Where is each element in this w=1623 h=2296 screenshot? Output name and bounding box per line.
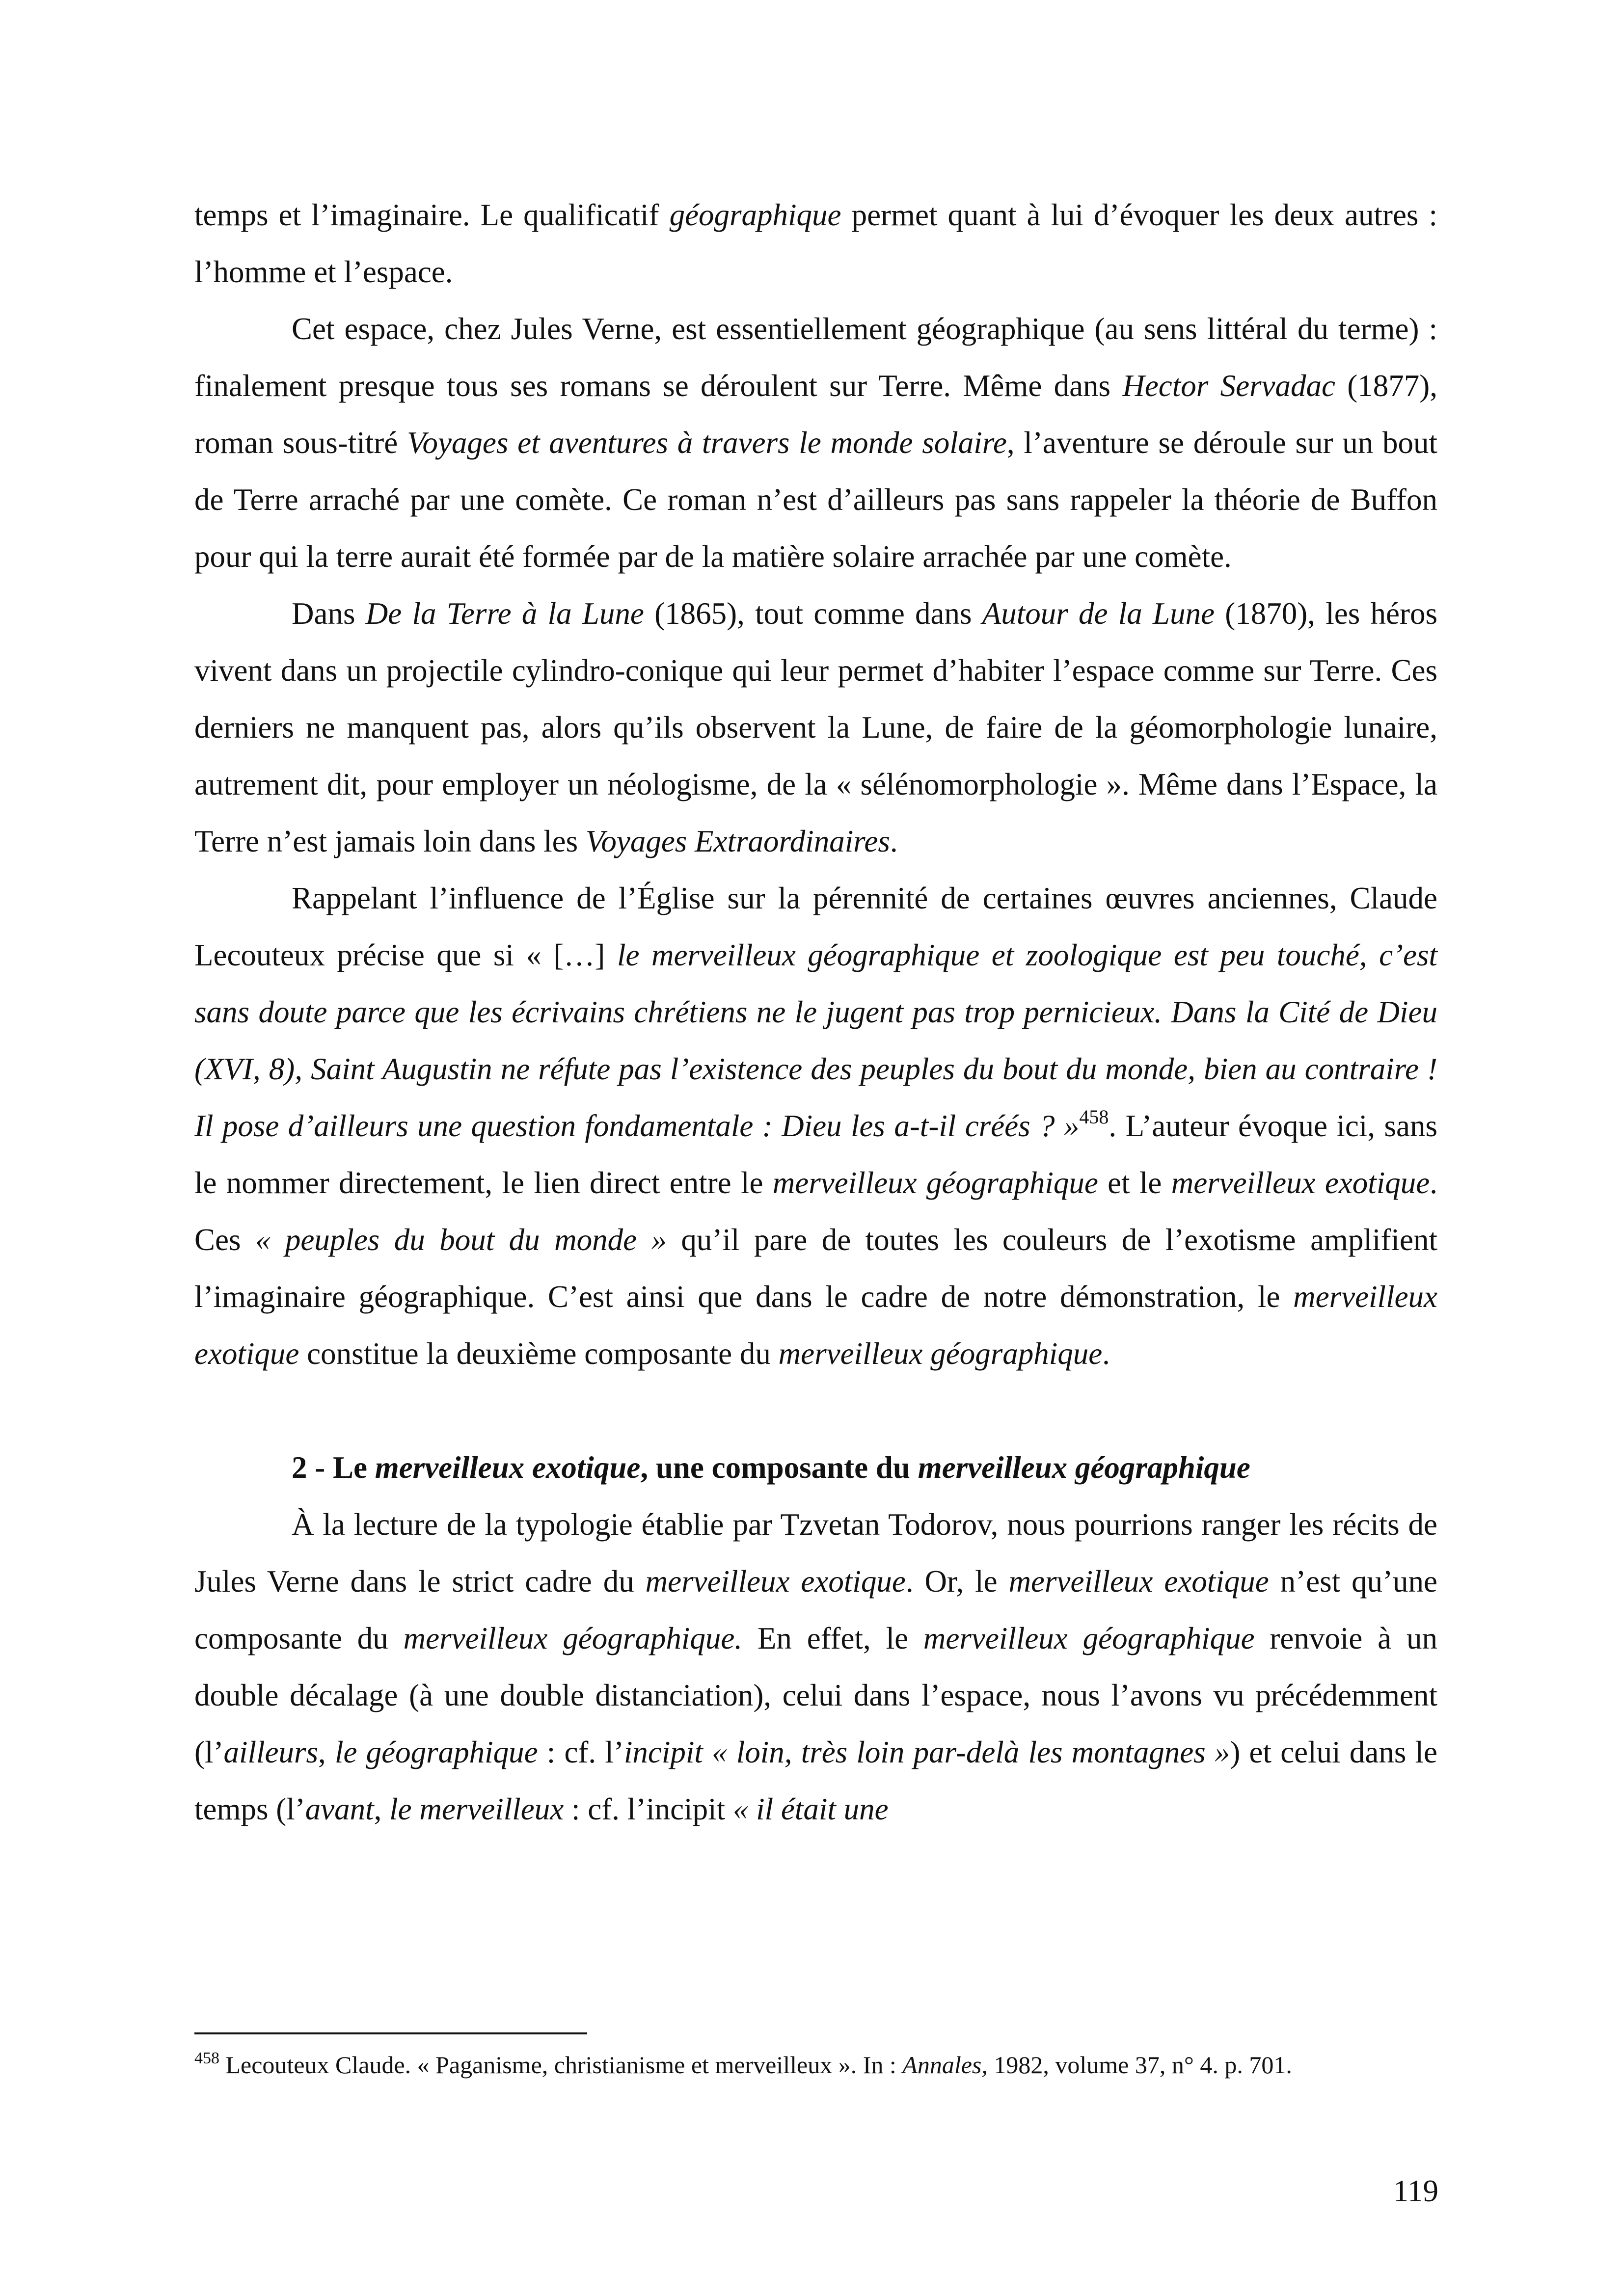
text-run: . L’auteur évoque ici, sans le nommer directement, le lien direct entre le [194, 1109, 1437, 1200]
text-run: permet quant à lui d’évoquer les deux autres : l’homme et l’espace. [194, 198, 1437, 289]
italic-text: ailleurs [223, 1735, 318, 1769]
text-run: , [318, 1735, 335, 1769]
text-run: (1877), roman sous-titré [194, 369, 1437, 460]
text-run: et le [1098, 1166, 1171, 1200]
text-run: Cet espace, chez Jules Verne, est essentiellement géographique (au sens littéral du terme) : finalement presque tous ses romans se déroulent sur Terre. Même dans [194, 312, 1437, 403]
text-run: À la lecture de la typologie établie par Tzvetan Todorov, nous pourrions ranger les récits de Jules Verne dans le strict cadre du [194, 1507, 1437, 1599]
text-run: : cf. l’ [538, 1735, 624, 1769]
text-run: , l’aventure se déroule sur un bout de Terre arraché par une comète. Ce roman n’est d’ailleurs pas sans rappeler la théorie de Buffon pour qui la terre aurait été formée par de la matière solaire arrachée par une comète. [194, 426, 1437, 574]
italic-text: merveilleux exotique [194, 1280, 1437, 1371]
body-text [194, 187, 1437, 1838]
italic-text: Voyages et aventures à travers le monde solaire [406, 426, 1007, 460]
text-run: , une composante du [640, 1450, 918, 1485]
italic-text: Hector Servadac [1122, 369, 1335, 403]
text-run: . [890, 824, 898, 858]
text-run: ) et celui dans le temps (l’ [194, 1735, 1438, 1826]
text-run: (1870), les héros vivent dans un projectile cylindro-conique qui leur permet d’habiter l’espace comme sur Terre. Ces derniers ne manquent pas, alors qu’ils observent la Lune, de faire de la géomorphologie lunaire, autrement dit, pour employer un néologisme, de la « sélénomorphologie ». Même dans l’Espace, la Terre n’est jamais loin dans les [194, 596, 1437, 858]
italic-text: le géographique [334, 1735, 538, 1769]
italic-text: merveilleux géographique [772, 1166, 1098, 1200]
text-run: constitue la deuxième composante du [299, 1336, 779, 1371]
footnote-number: 458 [194, 2049, 219, 2067]
italic-text: De la Terre à la Lune [365, 596, 644, 631]
text-run: 1982, volume 37, n° 4. p. 701. [987, 2051, 1292, 2079]
text-run: Dans [292, 596, 366, 631]
footnote [194, 2048, 1471, 2082]
paragraph-3 [194, 585, 1437, 870]
footnote-text [219, 2051, 1292, 2079]
paragraph-5 [194, 1496, 1437, 1838]
text-run: (1865), tout comme dans [644, 596, 982, 631]
italic-text: incipit « loin, très loin par-delà les montagnes » [623, 1735, 1230, 1769]
italic-text: « peuples du bout du monde » [255, 1223, 667, 1257]
italic-text: « il était une [732, 1792, 889, 1826]
text-run: : cf. l’incipit [564, 1792, 733, 1826]
text-run: renvoie à un double décalage (à une double distanciation), celui dans l’espace, nous l’avons vu précédemment (l’ [194, 1621, 1438, 1769]
italic-text: Voyages Extraordinaires [585, 824, 890, 858]
text-run: . Or, le [905, 1564, 1009, 1599]
italic-text: merveilleux exotique [645, 1564, 906, 1599]
text-run: Lecouteux Claude. « Paganisme, christianisme et merveilleux ». In : [219, 2051, 903, 2079]
text-run: temps et l’imaginaire. Le qualificatif [194, 198, 670, 232]
text-run: n’est qu’une composante du [194, 1564, 1438, 1655]
paragraph-4 [194, 870, 1437, 1382]
italic-text: Autour de la Lune [982, 596, 1215, 631]
italic-text: merveilleux exotique [375, 1450, 641, 1485]
italic-text: le merveilleux géographique et zoologique est peu touché, c’est sans doute parce que les écrivains chrétiens ne le jugent pas trop pernicieux. Dans la Cité de Dieu (XVI, 8), Saint Augustin ne réfute pas l’existence des peuples du bout du monde, bien au contraire ! Il pose d’ailleurs une question fondamentale : Dieu les a-t-il créés ? » [194, 938, 1437, 1143]
text-run: , [374, 1792, 390, 1826]
footnote-reference: 458 [1079, 1106, 1109, 1128]
italic-text: Annales, [902, 2051, 988, 2079]
text-run: Rappelant l’influence de l’Église sur la pérennité de certaines œuvres anciennes, Claude Lecouteux précise que si « […] [194, 881, 1437, 972]
italic-text: merveilleux exotique [1171, 1166, 1430, 1200]
italic-text: merveilleux géographique [923, 1621, 1255, 1655]
italic-text: merveilleux géographique [918, 1450, 1250, 1485]
italic-text: avant [305, 1792, 374, 1826]
italic-text: géographique [669, 198, 841, 232]
page-number: 119 [1393, 2174, 1438, 2208]
text-run: qu’il pare de toutes les couleurs de l’exotisme amplifient l’imaginaire géographique. C’est ainsi que dans le cadre de notre démonstration, le [194, 1223, 1437, 1314]
italic-text: merveilleux géographique [778, 1336, 1103, 1371]
italic-text: merveilleux géographique. [403, 1621, 743, 1655]
paragraph-2 [194, 300, 1437, 585]
text-run: 2 - Le [292, 1450, 375, 1485]
paragraph-1 [194, 187, 1437, 300]
italic-text: le merveilleux [389, 1792, 564, 1826]
footnote-separator [194, 2032, 587, 2034]
section-heading [194, 1439, 1437, 1496]
text-run: En effet, le [742, 1621, 923, 1655]
text-run: . [1102, 1336, 1110, 1371]
text-run: . Ces [194, 1166, 1437, 1257]
italic-text: merveilleux exotique [1008, 1564, 1269, 1599]
